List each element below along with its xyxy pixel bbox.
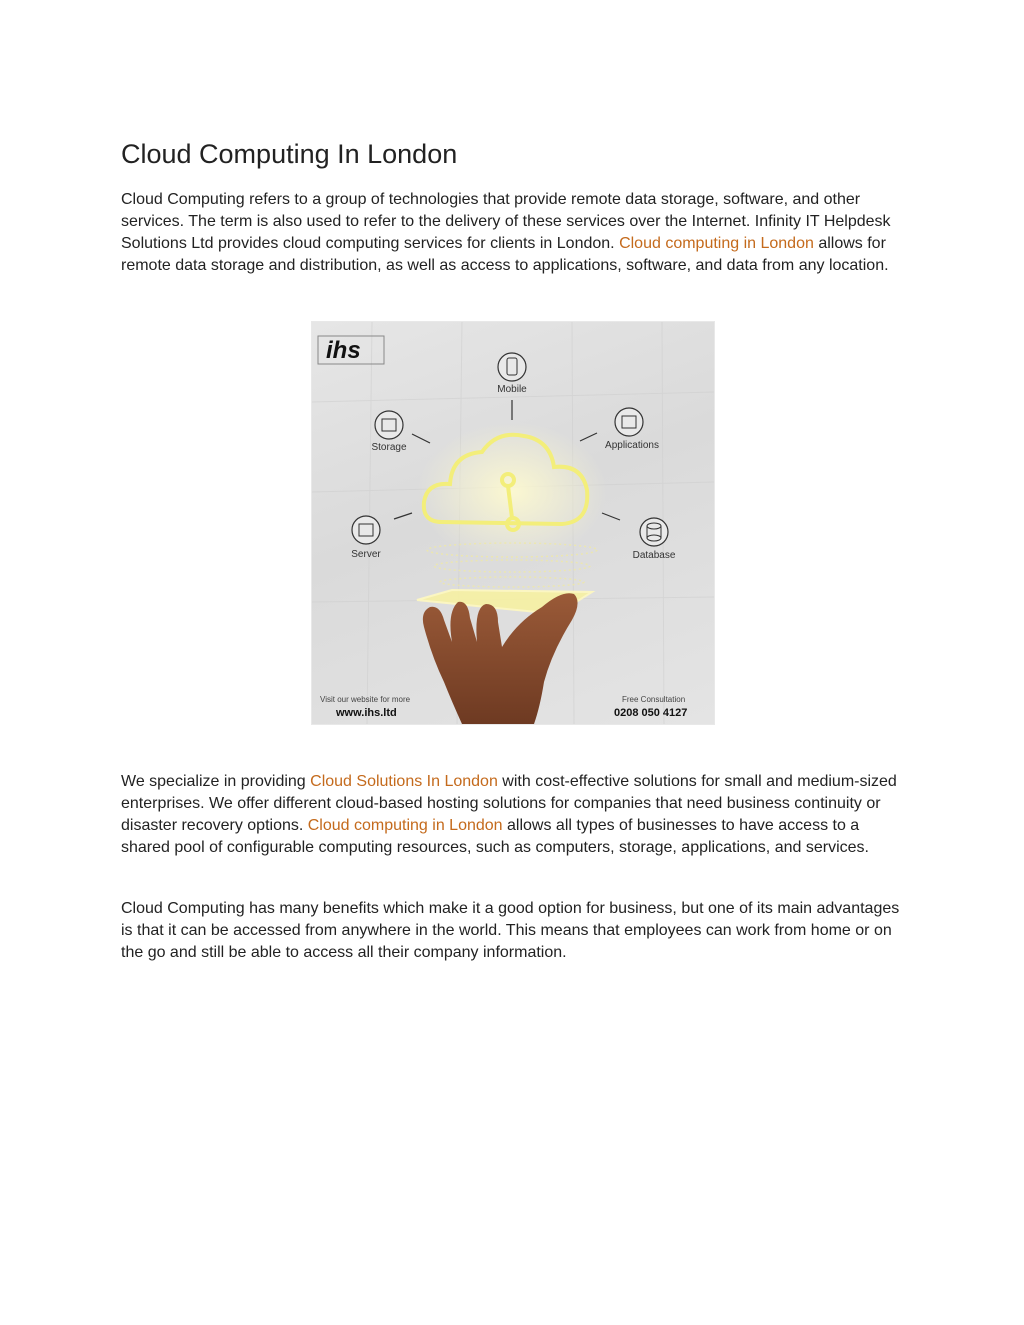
services-text-b: with cost-effective solutions for small and medium-sized enterprises. We offer different cloud-based hosting solutions for companies that need business continuity or disaster recovery options. (121, 773, 897, 834)
node-storage (371, 411, 406, 453)
services-paragraph (121, 771, 901, 859)
intro-text-after: allows for remote data storage and distribution, as well as access to applications, software, and data from any location. (121, 235, 889, 274)
services-text-c: allows all types of businesses to have access to a shared pool of configurable computing resources, such as computers, storage, applications, and services. (121, 817, 869, 856)
footer-right-small: Free Consultation (622, 695, 686, 704)
benefits-paragraph: Cloud Computing has many benefits which make it a good option for business, but one of its main advantages is that it can be accessed from anywhere in the world. This means that employees can work from home or on the go and still be able to access all their company information. (121, 900, 900, 961)
footer-website: www.ihs.ltd (336, 707, 397, 719)
footer-phone: 0208 050 4127 (614, 707, 688, 719)
services-text-a: We specialize in providing (121, 773, 311, 790)
hand-image (423, 593, 578, 724)
logo-text: ihs (326, 337, 361, 364)
svg-text:Database: Database (632, 550, 676, 561)
page-title: Cloud Computing In London (121, 139, 458, 169)
footer-left-small: Visit our website for more (320, 695, 411, 704)
cloud-solutions-link[interactable]: Cloud Solutions In London (310, 773, 498, 790)
node-applications (605, 408, 659, 451)
cloud-computing-link[interactable]: Cloud computing in London (619, 235, 814, 252)
cloud-computing-link-2[interactable]: Cloud computing in London (307, 817, 503, 834)
intro-text-before: Cloud Computing refers to a group of technologies that provide remote data storage, software, and other services. The term is also used to refer to the delivery of these services over the Internet. Infinity IT Helpdesk Solutions Ltd provides cloud computing services for clients in London. (121, 191, 891, 252)
svg-text:Storage: Storage (371, 442, 407, 453)
node-server (351, 516, 381, 560)
svg-text:Server: Server (351, 549, 381, 560)
intro-paragraph (121, 189, 901, 277)
cloud-computing-image (311, 321, 715, 725)
ihs-logo (318, 336, 384, 364)
svg-text:Mobile: Mobile (497, 384, 527, 395)
node-mobile (497, 353, 527, 395)
svg-text:Applications: Applications (605, 440, 659, 451)
node-database (633, 518, 676, 561)
